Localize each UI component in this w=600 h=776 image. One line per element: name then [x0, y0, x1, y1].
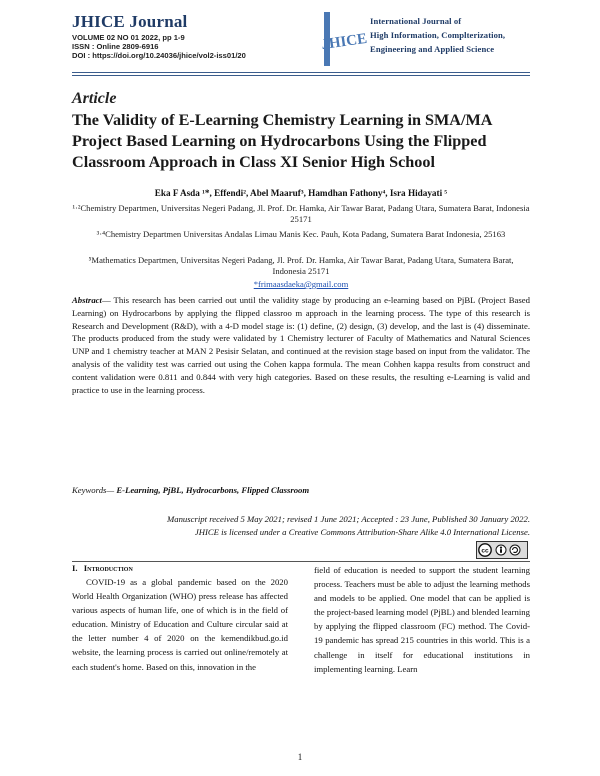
section-number: I.	[72, 563, 78, 573]
journal-short-name: JHICE Journal	[72, 12, 188, 31]
header-divider-2	[72, 75, 530, 76]
manuscript-info	[72, 513, 530, 539]
abstract-dash: —	[101, 295, 114, 305]
volume-line: VOLUME 02 NO 01 2022, pp 1-9	[72, 33, 185, 42]
license-statement: JHICE is licensed under a Creative Commons Attribution-Share Alike 4.0 International License.	[194, 526, 530, 537]
abstract-block	[72, 294, 530, 396]
doi-line[interactable]: DOI : https://doi.org/10.24036/jhice/vol2-iss01/20	[72, 51, 246, 60]
journal-full-name-line-1: International Journal of	[370, 16, 462, 26]
journal-logo-icon	[320, 10, 369, 68]
manuscript-dates: Manuscript received 5 May 2021; revised 1 June 2021; Accepted : 23 June, Published 30 January 2022.	[167, 514, 530, 524]
author-list: Eka F Asda ¹*, Effendi², Abel Maaruf³, Hamdhan Fathony⁴, Isra Hidayati ⁵	[154, 188, 448, 198]
body-divider	[72, 561, 530, 562]
svg-text:cc: cc	[481, 547, 489, 555]
intro-right-column	[314, 563, 530, 676]
header-divider	[72, 72, 530, 73]
logo-lettering: JHICE	[320, 30, 369, 54]
keywords-block	[72, 485, 530, 495]
page-number: 1	[297, 752, 303, 762]
journal-full-name-line-2: High Information, Complterization,	[370, 30, 506, 40]
cc-license-badge-icon[interactable]	[476, 541, 528, 559]
section-title: Introduction	[83, 563, 133, 573]
affiliation-2: ³·⁴Chemistry Departmen Universitas Andalas Limau Manis Kec. Pauh, Kota Padang, Sumatera Barat Indonesia, 25163	[96, 229, 506, 239]
corresponding-email-link[interactable]: *frimaasdaeka@gmail.com	[253, 279, 349, 289]
affiliation-3: ⁵Mathematics Departmen, Universitas Negeri Padang, Jl. Prof. Dr. Hamka, Air Tawar Barat, Padang Utara, Sumatera Barat, Indonesia 25171	[88, 255, 514, 277]
intro-left-column	[72, 575, 288, 674]
abstract-heading: Abstract	[72, 295, 102, 305]
paper-title: The Validity of E-Learning Chemistry Learning in SMA/MA Project Based Learning on Hydrocarbons Using the Flipped Classroom Approach in Class XI Senior High School	[72, 111, 492, 171]
abstract-text: This research has been carried out until the validity stage by producing an e-learning based on PjBL (Project Based Learning) on Hydrocarbons by applying the flipped classroo m approach in the learning process. The type of this research is Research and Development (R&D), with a 4-D model stage is: (1) define, (2) design, (3) develop, and the last is (4) disseminate. The products produced from the study were validated by 1 Chemistry lecturer of Faculty of Mathematics and Natural Sciences UNP and 1 chemistry teacher at MAN 2 Pesisir Selatan, and continued at the revision stage based on input from the validator. The analysis of the validity test was carried out using the Cohen kappa formula. The mean Cohhen kappa results from construct and content validation were 0.811 and 0.844 with very high categories. Based on these results, the resulting e-Learning is valid and practice to use in the learning process.	[72, 295, 530, 395]
affiliation-1: ¹·²Chemistry Departmen, Universitas Negeri Padang, Jl. Prof. Dr. Hamka, Air Tawar Barat, Padang Utara, Sumatera Barat, Indonesia 25171	[72, 203, 530, 225]
keywords-label: Keywords—	[72, 485, 117, 495]
issn-line: ISSN : Online 2809-6916	[72, 42, 159, 51]
intro-right-text: field of education is needed to support the student learning process. Teachers must be able to adjust the learning methods and models to be applied. One model that can be applied is the project-based learning model (PjBL) and blended learning by applying the flipped classroom (FC) method. The Covid-19 pandemic has spread 215 countries in this world. This is a challenge in itself for educational institutions in implementing learning. Learn	[314, 565, 530, 674]
section-heading-introduction	[72, 563, 133, 573]
journal-full-name-line-3: Engineering and Applied Science	[370, 44, 495, 54]
keywords-value: E-Learning, PjBL, Hydrocarbons, Flipped Classroom	[116, 485, 310, 495]
article-type-label: Article	[72, 90, 117, 107]
intro-left-text: COVID-19 as a global pandemic based on the 2020 World Health Organization (WHO) press release has affected various aspects of human life, one of which is in the field of education. Ministry of Education and Culture circular said at the letter number 4 of 2020 on the kemendikbud.go.id website, the learning process is carried out online/remotely at each student's home. Based on this, innovation in the	[72, 577, 288, 672]
